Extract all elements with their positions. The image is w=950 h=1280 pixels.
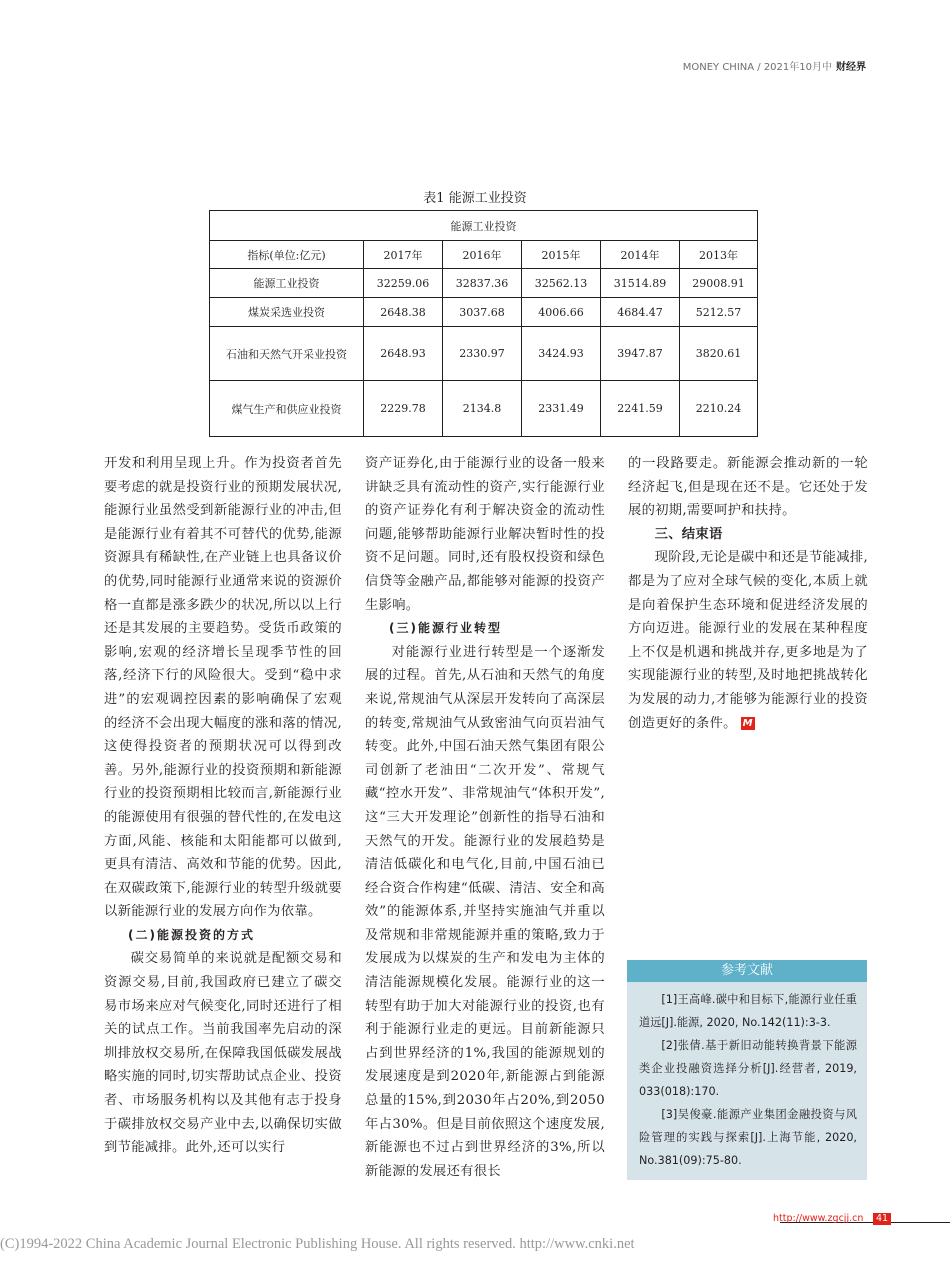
paragraph [628,546,868,735]
table-cell: 3820.61 [680,327,758,381]
table-cell: 2648.93 [364,327,443,381]
paragraph: 对能源行业进行转型是一个逐渐发展的过程。首先,从石油和天然气的角度来说,常规油气从深层开发转向了高深层的转变,常规油气从致密油气向页岩油气转变。此外,中国石油天然气集团有限公司创新了老油田“二次开发”、常规气藏“控水开发”、非常规油气“体积开发”,这“三大开发理论”创新性的指导石油和天然气的开发。能源行业的发展趋势是清洁低碳化和电气化,目前,中国石油已经合资合作构建“低碳、清洁、安全和高效”的能源体系,并坚持实施油气并重以及常规和非常规能源并重的策略,致力于发展成为以煤炭的生产和发电为主体的清洁能源规模化发展。能源行业的这一转型有助于加大对能源行业的投资,也有利于能源行业走的更远。目前新能源只占到世界经济的1%,我国的能源规划的发展速度是到2020年,新能源占到能源总量的15%,到2030年占20%,到2050年占30%。但是目前依照这个速度发展,新能源也不过占到世界经济的3%,所以新能源的发展还有很长 [365,644,605,1179]
table-cell: 29008.91 [680,269,758,298]
paragraph: 碳交易简单的来说就是配额交易和资源交易,目前,我国政府已建立了碳交易市场来应对气候变化,同时还进行了相关的试点工作。当前我国率先启动的深圳排放权交易所,在保障我国低碳发展战略实施的同时,切实帮助试点企业、投资者、市场服务机构以及其他有志于投身于碳排放权交易产业中去,以确保切实做到节能减排。此外,还可以实行 [104,951,342,1156]
table-cell: 32837.36 [443,269,522,298]
paragraph: 资产证券化,由于能源行业的设备一般来讲缺乏具有流动性的资产,实行能源行业的资产证券化有利于解决资金的流动性问题,能够帮助能源行业解决暂时性的投资不足问题。同时,还有股权投资和绿色信贷等金融产品,都能够对能源的投资产生影响。 [365,456,605,613]
article-column-1 [104,452,342,1160]
header-cell: 2016年 [443,241,522,269]
header-cell: 2014年 [601,241,680,269]
row-label: 煤炭采选业投资 [210,298,364,327]
header-cell: 2017年 [364,241,443,269]
table-cell: 3424.93 [522,327,601,381]
table-cell: 2229.78 [364,381,443,437]
table-cell: 4684.47 [601,298,680,327]
page-number: 41 [873,1213,891,1225]
header-cell: 2013年 [680,241,758,269]
header-cell: 指标(单位:亿元) [210,241,364,269]
table-cell: 31514.89 [601,269,680,298]
header-cell: 2015年 [522,241,601,269]
article-column-2 [365,452,605,1183]
table-cell: 2134.8 [443,381,522,437]
table-cell: 5212.57 [680,298,758,327]
references-title: 参考文献 [627,960,867,982]
copyright-notice: (C)1994-2022 China Academic Journal Electronic Publishing House. All rights reserved. http://www.cnki.net [0,1236,635,1252]
table-row [210,327,758,381]
table-cell: 32562.13 [522,269,601,298]
table-cell: 2210.24 [680,381,758,437]
table-cell: 2331.49 [522,381,601,437]
reference-item: [2]张倩.基于新旧动能转换背景下能源类企业投融资选择分析[J].经营者, 2019, 033(018):170. [639,1039,857,1098]
row-label: 石油和天然气开采业投资 [210,327,364,381]
reference-item: [1]王高峰.碳中和目标下,能源行业任重道远[J].能源, 2020, No.142(11):3-3. [639,993,857,1029]
table-cell: 2241.59 [601,381,680,437]
section-heading: 三、结束语 [654,526,723,542]
references-box [627,960,867,1180]
page-header [683,58,866,73]
issue-info: MONEY CHINA / 2021年10月中 [682,62,832,73]
row-label: 煤气生产和供应业投资 [210,381,364,437]
table-row [210,298,758,327]
references-list [627,982,867,1172]
reference-item: [3]吴俊豪.能源产业集团金融投资与风险管理的实践与探索[J].上海节能, 2020, No.381(09):75-80. [639,1108,857,1167]
table-caption: 表1 能源工业投资 [423,191,527,206]
table-cell: 2648.38 [364,298,443,327]
conclusion-text: 现阶段,无论是碳中和还是节能减排,都是为了应对全球气候的变化,本质上就是向着保护生态环境和促进经济发展的方向迈进。能源行业的发展在某种程度上不仅是机遇和挑战并存,更多地是为了实现能源行业的转型,及时地把挑战转化为发展的动力,才能够为能源行业的投资创造更好的条件。 [628,550,868,731]
section-heading: (三)能源行业转型 [389,621,502,636]
table-cell: 2330.97 [443,327,522,381]
table-row [210,269,758,298]
article-column-3 [628,452,868,735]
section-heading: (二)能源投资的方式 [128,927,255,942]
table-cell: 4006.66 [522,298,601,327]
paragraph: 开发和利用呈现上升。作为投资者首先要考虑的就是投资行业的预期发展状况,能源行业虽然受到新能源行业的冲击,但是能源行业有着其不可替代的优势,能源资源具有稀缺性,在产业链上也具备议价的优势,同时能源行业通常来说的资源价格一直都是涨多跌少的状况,所以以上行还是其发展的主要趋势。受货币政策的影响,宏观的经济增长呈现季节性的回落,经济下行的风险很大。受到“稳中求进”的宏观调控因素的影响确保了宏观的经济不会出现大幅度的涨和落的情况,这使得投资者的预期状况可以得到改善。另外,能源行业的投资预期和新能源行业的投资预期相比较而言,新能源行业的能源使用有很强的替代性的,在发电这方面,风能、核能和太阳能都可以做到,更具有清洁、高效和节能的优势。因此,在双碳政策下,能源行业的转型升级就要以新能源行业的发展方向作为依靠。 [104,456,342,920]
paragraph: 的一段路要走。新能源会推动新的一轮经济起飞,但是现在还不是。它还处于发展的初期,需要呵护和扶持。 [628,456,868,519]
end-mark-icon: M [742,717,753,729]
row-label: 能源工业投资 [210,269,364,298]
table-cell: 3037.68 [443,298,522,327]
magazine-name: 财经界 [836,62,866,73]
table-title: 能源工业投资 [210,211,758,241]
table-cell: 32259.06 [364,269,443,298]
table-row [210,381,758,437]
energy-investment-table [209,210,758,437]
footer-url[interactable]: http://www.zgcjj.cn [773,1213,864,1224]
table-cell: 3947.87 [601,327,680,381]
